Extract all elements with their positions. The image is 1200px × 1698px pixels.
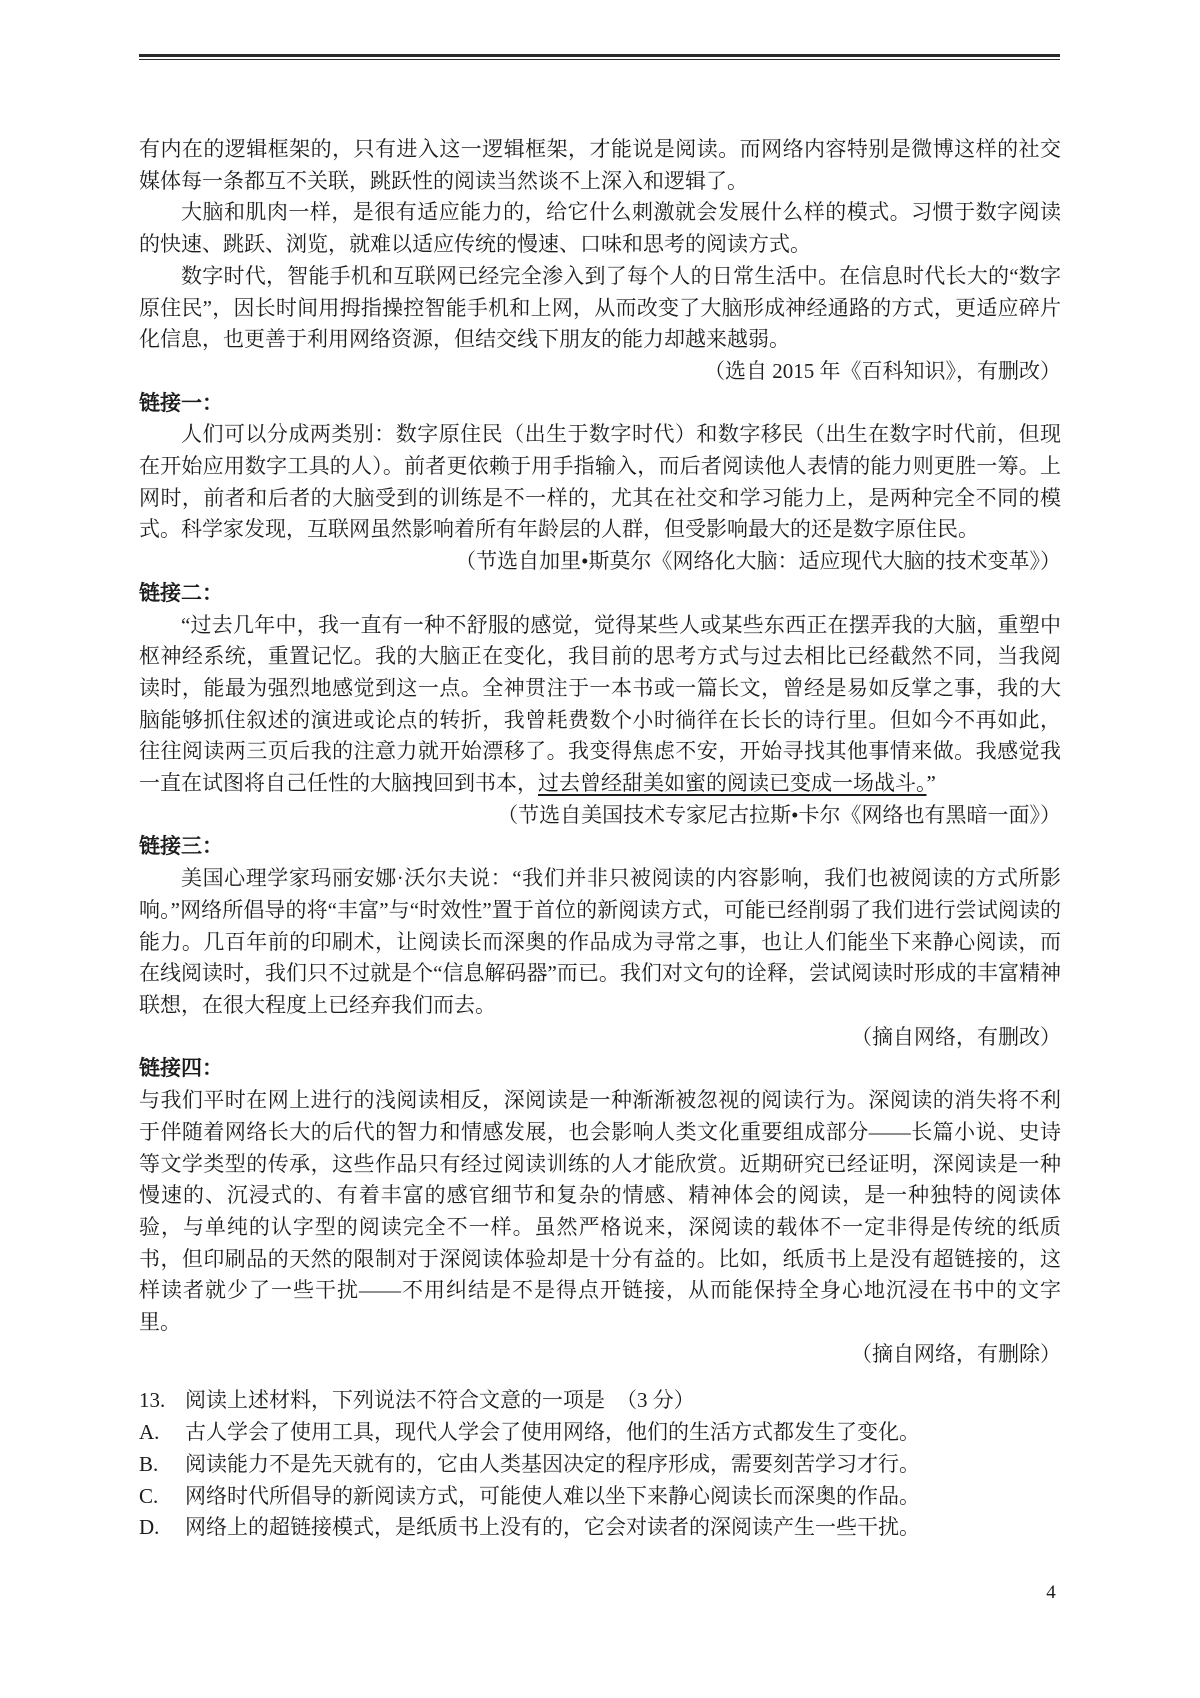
option-text: 阅读能力不是先天就有的，它由人类基因决定的程序形成，需要刻苦学习才行。 [185, 1451, 920, 1476]
option-row-c [139, 1481, 1061, 1513]
paragraph: 大脑和肌肉一样，是很有适应能力的，给它什么刺激就会发展什么样的模式。习惯于数字阅读的快速、跳跃、浏览，就难以适应传统的慢速、口味和思考的阅读方式。 [139, 200, 1061, 257]
source-attribution: （节选自加里•斯莫尔《网络化大脑：适应现代大脑的技术变革》） [455, 549, 1061, 574]
option-text: 古人学会了使用工具，现代人学会了使用网络，他们的生活方式都发生了变化。 [185, 1420, 920, 1445]
source-attribution: （摘自网络，有删除） [851, 1341, 1061, 1366]
paragraph: 与我们平时在网上进行的浅阅读相反，深阅读是一种渐渐被忽视的阅读行为。深阅读的消失将不利于伴随着网络长大的后代的智力和情感发展，也会影响人类文化重要组成部分——长篇小说、史诗等文学类型的传承，这些作品只有经过阅读训练的人才能欣赏。近期研究已经证明，深阅读是一种慢速的、沉浸式的、有着丰富的感官细节和复杂的情感、精神体会的阅读，是一种独特的阅读体验，与单纯的认字型的阅读完全不一样。虽然严格说来，深阅读的载体不一定非得是传统的纸质书，但印刷品的天然的限制对于深阅读体验却是十分有益的。比如，纸质书上是没有超链接的，这样读者就少了一些干扰——不用纠结是不是得点开链接，从而能保持全身心地沉浸在书中的文字里。 [139, 1088, 1061, 1335]
option-row-d [139, 1512, 1061, 1544]
source-attribution: （节选自美国技术专家尼古拉斯•卡尔《网络也有黑暗一面》） [497, 802, 1061, 827]
paragraph-text: ” [926, 771, 936, 796]
question-stem: 阅读上述材料，下列说法不符合文意的一项是 [185, 1388, 605, 1413]
paragraph: 人们可以分成两类别：数字原住民（出生于数字时代）和数字移民（出生在数字时代前，但现在开始应用数字工具的人）。前者更依赖于用手指输入，而后者阅读他人表情的能力则更胜一筹。上网时，前者和后者的大脑受到的训练是不一样的，尤其在社交和学习能力上，是两种完全不同的模式。科学家发现，互联网虽然影响着所有年龄层的人群，但受影响最大的还是数字原住民。 [139, 422, 1061, 542]
option-label: C. [139, 1483, 159, 1508]
source-attribution: （选自 2015 年《百科知识》，有删改） [704, 358, 1061, 383]
paragraph: 数字时代，智能手机和互联网已经完全渗入到了每个人的日常生活中。在信息时代长大的“数字原住民”，因长时间用拇指操控智能手机和上网，从而改变了大脑形成神经通路的方式，更适应碎片化信息，也更善于利用网络资源，但结交线下朋友的能力却越来越弱。 [139, 263, 1061, 352]
paragraph-text: “过去几年中，我一直有一种不舒服的感觉，觉得某些人或某些东西正在摆弄我的大脑，重塑中枢神经系统，重置记忆。我的大脑正在变化，我目前的思考方式与过去相比已经截然不同，当我阅读时，能最为强烈地感觉到这一点。全神贯注于一本书或一篇长文，曾经是易如反掌之事，我的大脑能够抓住叙述的演进或论点的转折，我曾耗费数个小时徜徉在长长的诗行里。但如今不再如此，往往阅读两三页后我的注意力就开始漂移了。我变得焦虑不安，开始寻找其他事情来做。我感觉我一直在试图将自己任性的大脑拽回到书本， [139, 612, 1061, 796]
question-stem-row [139, 1385, 1061, 1417]
body-text [139, 134, 1061, 1544]
section-heading-link2: 链接二： [139, 581, 223, 605]
paragraph [139, 610, 1061, 800]
section-heading-link1: 链接一： [139, 391, 223, 415]
option-label: A. [139, 1420, 160, 1445]
underlined-phrase: 过去曾经甜美如蜜的阅读已变成一场战斗。 [538, 771, 927, 796]
paragraph: 美国心理学家玛丽安娜·沃尔夫说：“我们并非只被阅读的内容影响，我们也被阅读的方式所影响。”网络所倡导的将“丰富”与“时效性”置于首位的新阅读方式，可能已经削弱了我们进行尝试阅读的能力。几百年前的印刷术，让阅读长而深奥的作品成为寻常之事，也让人们能坐下来静心阅读，而在线阅读时，我们只不过就是个“信息解码器”而已。我们对文句的诠释，尝试阅读时形成的丰富精神联想，在很大程度上已经弃我们而去。 [139, 866, 1061, 1017]
header-rule [139, 54, 1060, 60]
paragraph-continuation: 有内在的逻辑框架的，只有进入这一逻辑框架，才能说是阅读。而网络内容特别是微博这样的社交媒体每一条都互不关联，跳跃性的阅读当然谈不上深入和逻辑了。 [139, 137, 1061, 193]
question-number: 13. [139, 1388, 166, 1413]
option-text: 网络上的超链接模式，是纸质书上没有的，它会对读者的深阅读产生一些干扰。 [185, 1515, 920, 1540]
source-attribution: （摘自网络，有删改） [851, 1024, 1061, 1049]
section-heading-link4: 链接四： [139, 1057, 223, 1081]
question-13 [139, 1385, 1061, 1544]
option-row-b [139, 1449, 1061, 1481]
question-points: （3 分） [616, 1388, 695, 1413]
option-row-a [139, 1417, 1061, 1449]
option-label: D. [139, 1515, 160, 1540]
page-number: 4 [1046, 1582, 1056, 1603]
option-text: 网络时代所倡导的新阅读方式，可能使人难以坐下来静心阅读长而深奥的作品。 [185, 1483, 920, 1508]
section-heading-link3: 链接三： [139, 835, 223, 859]
option-label: B. [139, 1451, 159, 1476]
